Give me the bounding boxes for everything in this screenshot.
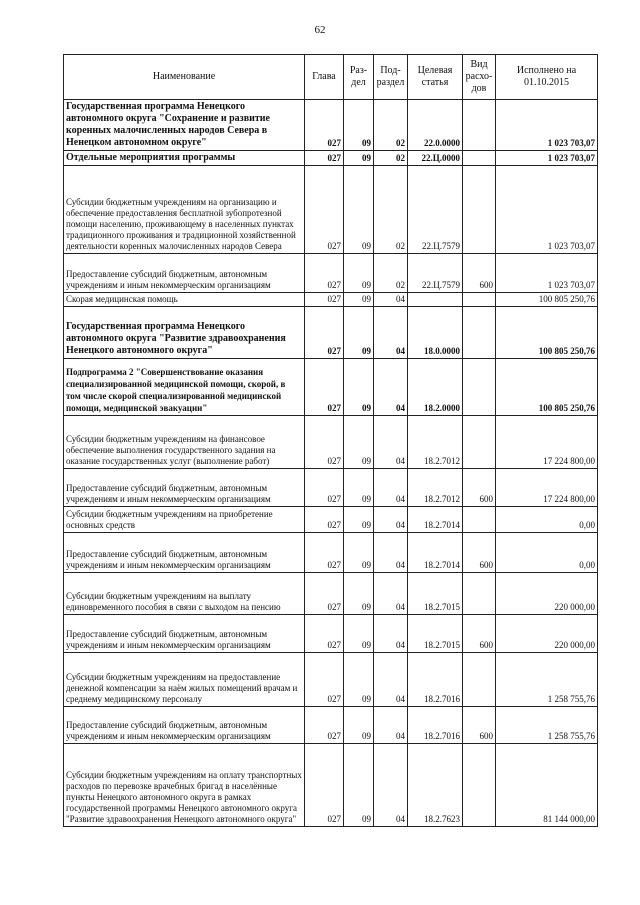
row-expense-type: 600 xyxy=(463,707,496,744)
row-section: 09 xyxy=(344,653,374,707)
row-article: 18.2.7015 xyxy=(408,615,463,653)
row-section: 09 xyxy=(344,469,374,507)
row-amount: 1 023 703,07 xyxy=(496,100,598,151)
row-section: 09 xyxy=(344,573,374,615)
row-article: 22.Ц.0000 xyxy=(408,151,463,166)
row-chapter: 027 xyxy=(305,653,344,707)
row-section: 09 xyxy=(344,254,374,293)
row-expense-type xyxy=(463,293,496,307)
row-chapter: 027 xyxy=(305,100,344,151)
row-subsection: 02 xyxy=(374,151,408,166)
row-amount: 220 000,00 xyxy=(496,573,598,615)
row-chapter: 027 xyxy=(305,469,344,507)
row-amount: 17 224 800,00 xyxy=(496,469,598,507)
row-article: 22.Ц.7579 xyxy=(408,166,463,254)
table-row xyxy=(64,507,598,533)
row-section: 09 xyxy=(344,307,374,359)
table-row xyxy=(64,416,598,469)
row-chapter: 027 xyxy=(305,533,344,573)
row-article: 18.2.7014 xyxy=(408,533,463,573)
table-row xyxy=(64,151,598,166)
row-expense-type: 600 xyxy=(463,469,496,507)
row-name: Субсидии бюджетным учреждениям на предоставление денежной компенсации за наём жилых помещений врачам и среднему медицинскому персоналу xyxy=(64,653,305,707)
row-section: 09 xyxy=(344,100,374,151)
row-section: 09 xyxy=(344,151,374,166)
table-row xyxy=(64,573,598,615)
row-chapter: 027 xyxy=(305,151,344,166)
table-row xyxy=(64,533,598,573)
page-number: 62 xyxy=(314,24,326,36)
row-chapter: 027 xyxy=(305,573,344,615)
table-row xyxy=(64,615,598,653)
row-article: 18.2.7015 xyxy=(408,573,463,615)
table-row xyxy=(64,469,598,507)
row-chapter: 027 xyxy=(305,416,344,469)
row-expense-type: 600 xyxy=(463,254,496,293)
table-row xyxy=(64,359,598,416)
row-subsection: 04 xyxy=(374,533,408,573)
row-expense-type: 600 xyxy=(463,533,496,573)
row-amount: 17 224 800,00 xyxy=(496,416,598,469)
row-article: 18.0.0000 xyxy=(408,307,463,359)
row-amount: 100 805 250,76 xyxy=(496,359,598,416)
row-chapter: 027 xyxy=(305,254,344,293)
row-subsection: 04 xyxy=(374,469,408,507)
row-expense-type: 600 xyxy=(463,615,496,653)
row-name: Субсидии бюджетным учреждениям на организацию и обеспечение предоставления бесплатной зубопротезной помощи населению, проживающему в населенных пунктах традиционного проживания и традиционной хозяйственной деятельности коренных малочисленных народов Севера xyxy=(64,166,305,254)
row-amount: 0,00 xyxy=(496,507,598,533)
row-article: 22.Ц.7579 xyxy=(408,254,463,293)
row-name: Субсидии бюджетным учреждениям на приобретение основных средств xyxy=(64,507,305,533)
row-amount: 1 258 755,76 xyxy=(496,707,598,744)
header-executed: Исполнено на 01.10.2015 xyxy=(496,55,598,100)
row-article: 18.2.7016 xyxy=(408,653,463,707)
row-subsection: 04 xyxy=(374,744,408,827)
row-name: Предоставление субсидий бюджетным, автономным учреждениям и иным некоммерческим организациям xyxy=(64,254,305,293)
row-name: Государственная программа Ненецкого автономного округа "Сохранение и развитие коренных малочисленных народов Севера в Ненецком автономном округе" xyxy=(64,100,305,151)
row-section: 09 xyxy=(344,533,374,573)
row-subsection: 04 xyxy=(374,707,408,744)
row-name: Субсидии бюджетным учреждениям на выплату единовременного пособия в связи с выходом на пенсию xyxy=(64,573,305,615)
row-article xyxy=(408,293,463,307)
row-subsection: 04 xyxy=(374,307,408,359)
row-section: 09 xyxy=(344,744,374,827)
row-name: Предоставление субсидий бюджетным, автономным учреждениям и иным некоммерческим организациям xyxy=(64,469,305,507)
row-chapter: 027 xyxy=(305,293,344,307)
row-expense-type xyxy=(463,166,496,254)
table-header-row xyxy=(64,55,598,100)
row-section: 09 xyxy=(344,166,374,254)
row-name: Предоставление субсидий бюджетным, автономным учреждениям и иным некоммерческим организациям xyxy=(64,533,305,573)
row-section: 09 xyxy=(344,416,374,469)
row-name: Отдельные мероприятия программы xyxy=(64,151,305,166)
row-subsection: 04 xyxy=(374,293,408,307)
table-body xyxy=(64,100,598,827)
row-amount: 1 023 703,07 xyxy=(496,166,598,254)
row-amount: 1 023 703,07 xyxy=(496,151,598,166)
row-section: 09 xyxy=(344,615,374,653)
row-chapter: 027 xyxy=(305,615,344,653)
row-amount: 1 258 755,76 xyxy=(496,653,598,707)
table-row xyxy=(64,293,598,307)
row-amount: 0,00 xyxy=(496,533,598,573)
row-expense-type xyxy=(463,507,496,533)
row-article: 18.2.7012 xyxy=(408,469,463,507)
budget-execution-table xyxy=(63,54,598,827)
table-row xyxy=(64,100,598,151)
row-expense-type xyxy=(463,573,496,615)
row-article: 18.2.7012 xyxy=(408,416,463,469)
row-amount: 1 023 703,07 xyxy=(496,254,598,293)
row-name: Субсидии бюджетным учреждениям на финансовое обеспечение выполнения государственного задания на оказание государственных услуг (выполнение работ) xyxy=(64,416,305,469)
row-subsection: 02 xyxy=(374,166,408,254)
header-article: Целевая статья xyxy=(408,55,463,100)
table-row xyxy=(64,254,598,293)
header-chapter: Глава xyxy=(305,55,344,100)
header-expense-type: Вид расхо-дов xyxy=(463,55,496,100)
row-name: Предоставление субсидий бюджетным, автономным учреждениям и иным некоммерческим организациям xyxy=(64,615,305,653)
row-chapter: 027 xyxy=(305,307,344,359)
row-amount: 81 144 000,00 xyxy=(496,744,598,827)
row-subsection: 02 xyxy=(374,254,408,293)
row-expense-type xyxy=(463,151,496,166)
row-name: Субсидии бюджетным учреждениям на оплату транспортных расходов по перевозке врачебных бригад в населённые пункты Ненецкого автономного округа в рамках государственной программы Ненецкого автономного округа "Развитие здравоохранения Ненецкого автономного округа" xyxy=(64,744,305,827)
row-section: 09 xyxy=(344,359,374,416)
row-article: 22.0.0000 xyxy=(408,100,463,151)
row-name: Скорая медицинская помощь xyxy=(64,293,305,307)
row-article: 18.2.7016 xyxy=(408,707,463,744)
table-row xyxy=(64,707,598,744)
row-expense-type xyxy=(463,100,496,151)
row-chapter: 027 xyxy=(305,166,344,254)
header-name: Наименование xyxy=(64,55,305,100)
row-subsection: 04 xyxy=(374,653,408,707)
row-name: Подпрограмма 2 "Совершенствование оказания специализированной медицинской помощи, скорой, в том числе скорой специализированной медицинской помощи, медицинской эвакуации" xyxy=(64,359,305,416)
row-chapter: 027 xyxy=(305,507,344,533)
row-subsection: 04 xyxy=(374,416,408,469)
row-chapter: 027 xyxy=(305,359,344,416)
row-article: 18.2.0000 xyxy=(408,359,463,416)
row-expense-type xyxy=(463,744,496,827)
row-subsection: 04 xyxy=(374,615,408,653)
header-subsection: Под-раздел xyxy=(374,55,408,100)
row-amount: 220 000,00 xyxy=(496,615,598,653)
table-row xyxy=(64,653,598,707)
row-expense-type xyxy=(463,307,496,359)
table-row xyxy=(64,744,598,827)
row-section: 09 xyxy=(344,507,374,533)
row-expense-type xyxy=(463,653,496,707)
row-section: 09 xyxy=(344,707,374,744)
row-subsection: 04 xyxy=(374,507,408,533)
row-expense-type xyxy=(463,359,496,416)
row-chapter: 027 xyxy=(305,707,344,744)
row-section: 09 xyxy=(344,293,374,307)
row-amount: 100 805 250,76 xyxy=(496,307,598,359)
table-row xyxy=(64,166,598,254)
row-subsection: 04 xyxy=(374,573,408,615)
row-subsection: 02 xyxy=(374,100,408,151)
row-amount: 100 805 250,76 xyxy=(496,293,598,307)
row-article: 18.2.7623 xyxy=(408,744,463,827)
header-section: Раз-дел xyxy=(344,55,374,100)
row-expense-type xyxy=(463,416,496,469)
table-row xyxy=(64,307,598,359)
row-chapter: 027 xyxy=(305,744,344,827)
row-name: Предоставление субсидий бюджетным, автономным учреждениям и иным некоммерческим организациям xyxy=(64,707,305,744)
row-subsection: 04 xyxy=(374,359,408,416)
row-article: 18.2.7014 xyxy=(408,507,463,533)
row-name: Государственная программа Ненецкого автономного округа "Развитие здравоохранения Ненецкого автономного округа" xyxy=(64,307,305,359)
